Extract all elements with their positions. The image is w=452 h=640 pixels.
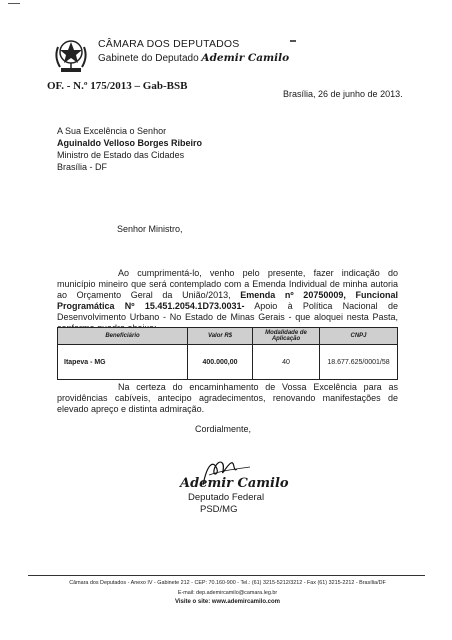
office-number: OF. - N.º 175/2013 – Gab-BSB xyxy=(47,80,188,92)
footer-email: E-mail: dep.ademircamilo@camara.leg.br xyxy=(177,590,278,596)
signature-role: Deputado Federal xyxy=(188,492,265,503)
coat-of-arms-icon xyxy=(52,35,90,75)
recipient-name: Aguinaldo Velloso Borges Ribeiro xyxy=(57,138,203,148)
recipient-line1: A Sua Excelência o Senhor xyxy=(57,126,167,136)
header-valor: Valor R$ xyxy=(188,328,253,345)
body-paragraph-2 xyxy=(57,382,398,415)
recipient-block xyxy=(57,125,202,173)
cell-modalidade: 40 xyxy=(253,345,320,380)
body-paragraph-1 xyxy=(57,268,398,334)
table-header-row xyxy=(58,328,398,345)
footer-site: Visite o site: www.ademircamilo.com xyxy=(174,599,281,605)
signature-name: Ademir Camilo xyxy=(180,476,289,491)
header-modalidade: Modalidade de Aplicação xyxy=(253,328,320,345)
chamber-name: CÂMARA DOS DEPUTADOS xyxy=(98,38,240,50)
recipient-title: Ministro de Estado das Cidades xyxy=(57,150,185,160)
office-line xyxy=(98,52,289,64)
body-p1-c: Apoio à Política Nacional de Desenvolvimento Urbano - No Estado de Minas Gerais - que aloquei nesta Pasta, xyxy=(57,301,398,322)
footer-divider xyxy=(28,575,425,576)
allocation-table xyxy=(57,327,398,380)
scan-mark xyxy=(8,3,20,4)
footer-address: Câmara dos Deputados - Anexo IV - Gabinete 212 - CEP: 70.160-900 - Tel.: (61) 3215-5212/3212 - Fax (61) 3215-2212 - Brasília/DF xyxy=(69,580,386,586)
cell-beneficiario: Itapeva - MG xyxy=(58,345,188,380)
header-cnpj: CNPJ xyxy=(320,328,398,345)
signature-party: PSD/MG xyxy=(200,504,238,515)
salutation: Senhor Ministro, xyxy=(117,224,183,234)
cell-valor: 400.000,00 xyxy=(188,345,253,380)
office-deputy-name: Ademir Camilo xyxy=(201,52,290,64)
body-p1-a: Ao cumprimentá-lo, venho pelo presente, fazer indicação do município mineiro que será contemplado com a Emenda Individual de minha autoria ao Orçamento Geral da União/2013, xyxy=(57,268,398,300)
recipient-city: Brasília - DF xyxy=(57,162,108,172)
cell-cnpj: 18.677.625/0001/58 xyxy=(320,345,398,380)
body-p2: Na certeza do encaminhamento de Vossa Excelência para as providências cabíveis, antecipo agradecimentos, renovando manifestações de elevado apreço e distinta admiração. xyxy=(57,382,398,414)
body-p1-emenda: Emenda nº 20750009, Funcional Programática Nº 15.451.2054.1D73.0031- xyxy=(57,290,398,311)
scan-mark xyxy=(290,40,296,42)
office-prefix: Gabinete do Deputado xyxy=(98,53,199,64)
header-beneficiario: Beneficiário xyxy=(58,328,188,345)
table-row xyxy=(58,345,398,380)
letter-date: Brasília, 26 de junho de 2013. xyxy=(283,89,403,99)
closing: Cordialmente, xyxy=(195,424,252,434)
